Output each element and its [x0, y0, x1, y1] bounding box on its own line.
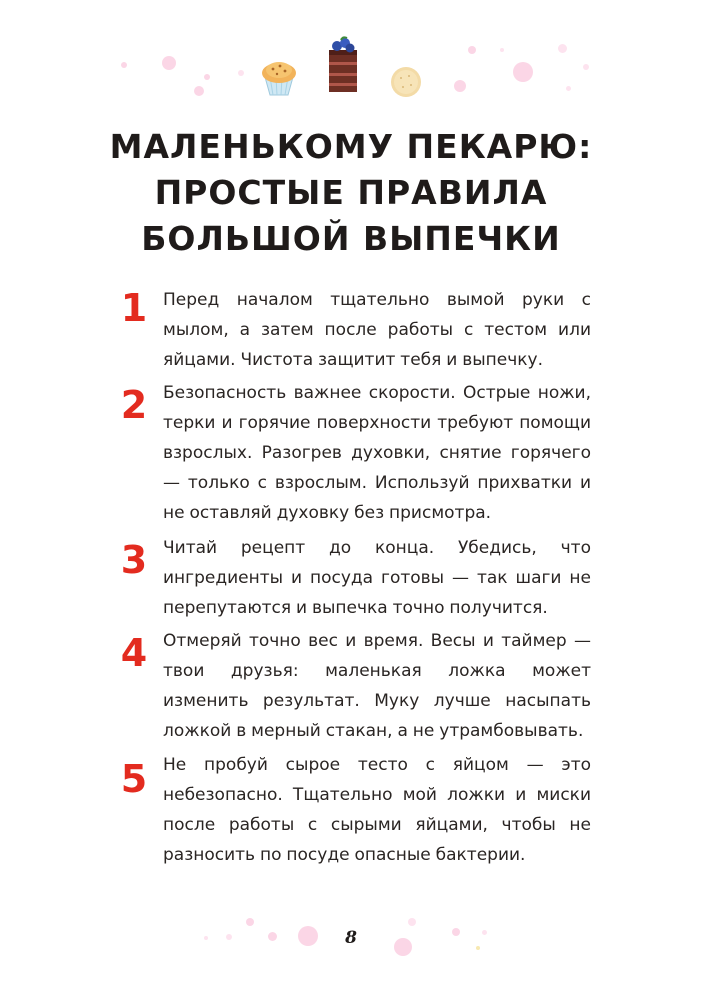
decor-dot	[513, 62, 533, 82]
muffin-icon	[258, 55, 300, 97]
decor-dot	[452, 928, 460, 936]
rule-text: Перед началом тщательно вымой руки с мылом, а затем после работы с тестом или яйцами. Чистота защитит тебя и выпечку.	[163, 290, 591, 370]
cake-slice-icon	[326, 36, 360, 94]
decor-dot	[408, 918, 416, 926]
page-title	[60, 124, 642, 262]
title-line: МАЛЕНЬКОМУ ПЕКАРЮ:	[109, 127, 593, 166]
rule-number: 1	[120, 286, 148, 330]
page-number: 8	[345, 928, 357, 948]
decor-dot	[226, 934, 232, 940]
rule-text: Отмеряй точно вес и время. Весы и таймер — твои друзья: маленькая ложка может изменить результат. Муку лучше насыпать ложкой в мерный стакан, а не утрамбовывать.	[163, 631, 591, 741]
rule-text: Не пробуй сырое тесто с яйцом — это небезопасно. Тщательно мой ложки и миски после работы с сырыми яйцами, чтобы не разносить по посуде опасные бактерии.	[163, 755, 591, 865]
decor-dot	[454, 80, 466, 92]
decor-dot	[194, 86, 204, 96]
rule-text: Читай рецепт до конца. Убедись, что ингредиенты и посуда готовы — так шаги не перепутаются и выпечка точно получится.	[163, 538, 591, 618]
rule-number: 5	[120, 757, 148, 801]
decor-dot	[468, 46, 476, 54]
rule-number: 3	[120, 538, 148, 582]
decor-dot	[482, 930, 487, 935]
decor-dot	[583, 64, 589, 70]
title-line: БОЛЬШОЙ ВЫПЕЧКИ	[141, 219, 561, 258]
decor-dot	[394, 938, 412, 956]
decor-dot	[246, 918, 254, 926]
decor-dot	[566, 86, 571, 91]
rule-number: 4	[120, 631, 148, 675]
decor-dot	[298, 926, 318, 946]
title-line: ПРОСТЫЕ ПРАВИЛА	[154, 173, 548, 212]
decor-dot	[558, 44, 567, 53]
decor-dot	[476, 946, 480, 950]
decor-dot	[204, 936, 208, 940]
decor-dot	[238, 70, 244, 76]
decor-dot	[500, 48, 504, 52]
decor-dot	[268, 932, 277, 941]
decor-dot	[204, 74, 210, 80]
decor-dot	[121, 62, 127, 68]
rule-text: Безопасность важнее скорости. Острые ножи, терки и горячие поверхности требуют помощи взрослых. Разогрев духовки, снятие горячего — только с взрослым. Используй прихватки и не оставляй духовку без присмотра.	[163, 383, 591, 523]
cookie-icon	[390, 66, 422, 98]
decor-dot	[162, 56, 176, 70]
rule-number: 2	[120, 383, 148, 427]
